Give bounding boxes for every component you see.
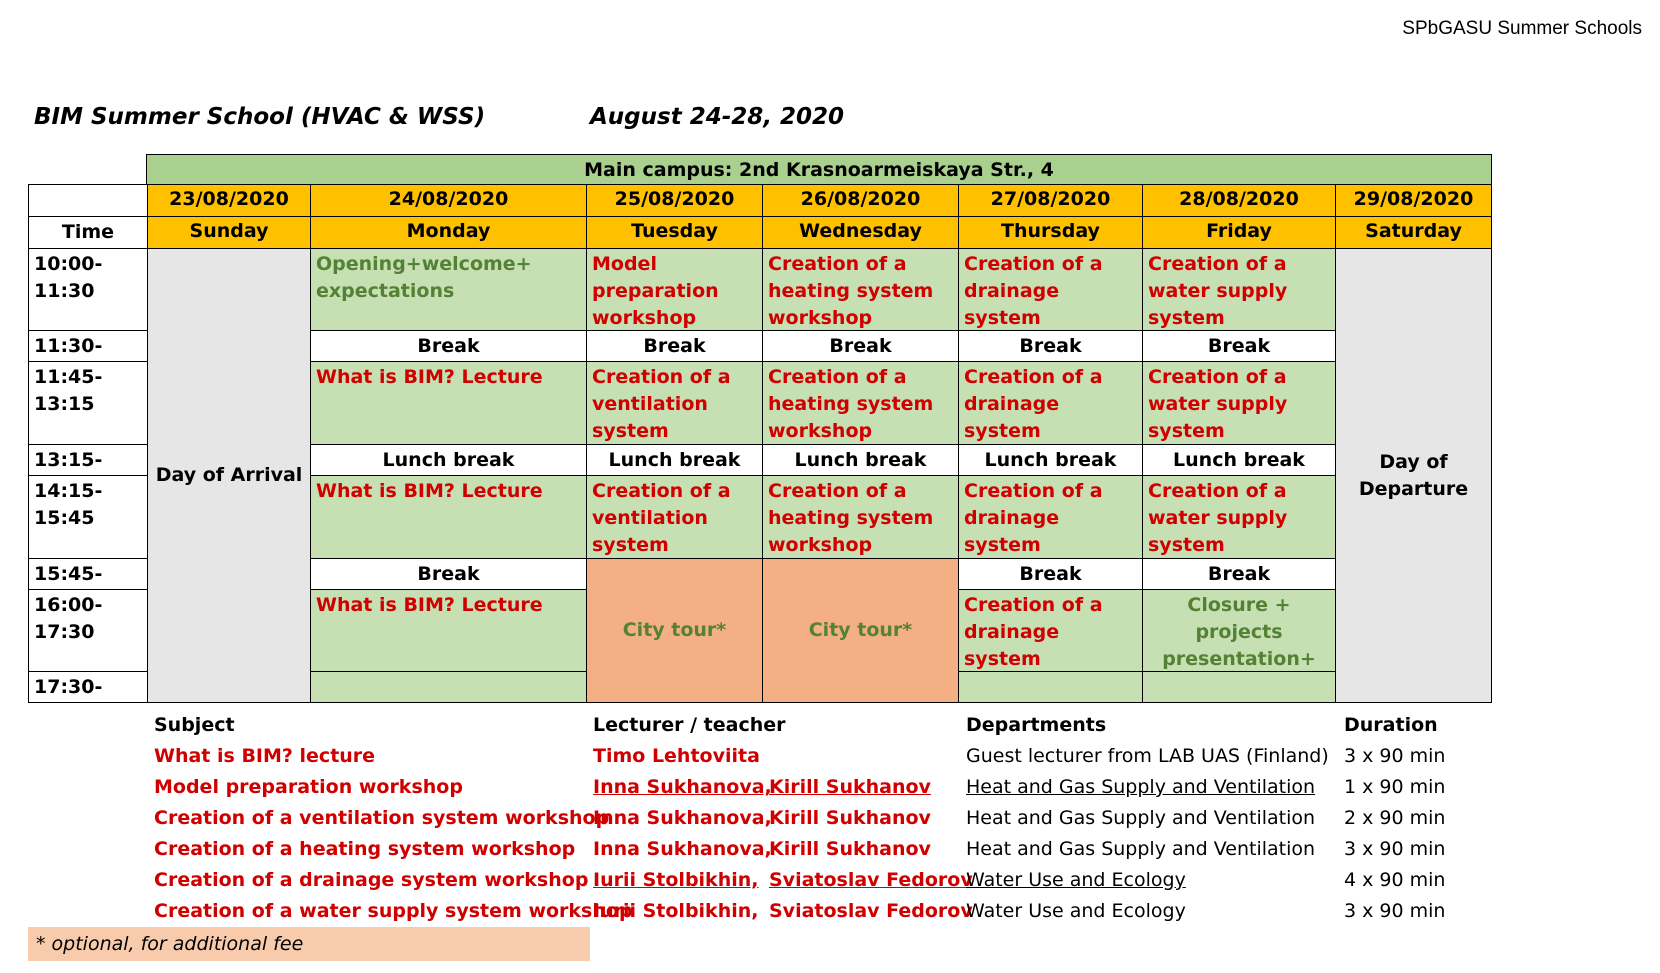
session-water-supply: Creation of a water supply system (1142, 248, 1336, 331)
legend-header-departments: Departments (966, 714, 1107, 736)
session-heating: Creation of a heating system workshop (762, 475, 959, 559)
legend-header-duration: Duration (1344, 714, 1438, 736)
legend-department: Heat and Gas Supply and Ventilation (966, 807, 1316, 829)
session-what-is-bim: What is BIM? Lecture (310, 361, 587, 445)
date-header-sun: 23/08/2020 (147, 184, 311, 217)
session-water-supply: Creation of a water supply system (1142, 361, 1336, 445)
day-of-arrival: Day of Arrival (147, 248, 311, 703)
time-slot: 13:15- (28, 444, 148, 476)
empty-evening-cell (958, 671, 1143, 703)
legend-duration: 2 x 90 min (1344, 807, 1446, 829)
lunch-break-cell: Lunch break (310, 444, 587, 476)
session-drainage: Creation of a drainage system (958, 589, 1143, 672)
break-cell: Break (1142, 330, 1336, 362)
legend-header-subject: Subject (154, 714, 235, 736)
time-slot: 17:30- (28, 671, 148, 703)
break-cell: Break (310, 330, 587, 362)
date-header-mon: 24/08/2020 (310, 184, 587, 217)
legend-duration: 3 x 90 min (1344, 900, 1446, 922)
legend-department: Water Use and Ecology (966, 869, 1186, 891)
legend-department: Heat and Gas Supply and Ventilation (966, 838, 1316, 860)
campus-banner: Main campus: 2nd Krasnoarmeiskaya Str., 4 (146, 154, 1492, 185)
day-of-departure: Day of Departure (1335, 248, 1492, 703)
legend-lecturer: Iurii Stolbikhin, (593, 869, 759, 891)
legend-lecturer: Timo Lehtoviita (593, 745, 760, 767)
time-slot: 11:30- (28, 330, 148, 362)
empty-evening-cell (1142, 671, 1336, 703)
session-closure: Closure + projects presentation+ (1142, 589, 1336, 672)
legend-department: Water Use and Ecology (966, 900, 1186, 922)
legend-duration: 3 x 90 min (1344, 838, 1446, 860)
session-drainage: Creation of a drainage system (958, 361, 1143, 445)
day-header-mon: Monday (310, 216, 587, 249)
session-what-is-bim: What is BIM? Lecture (310, 589, 587, 672)
session-heating: Creation of a heating system workshop (762, 248, 959, 331)
break-cell: Break (958, 330, 1143, 362)
time-slot: 15:45- (28, 558, 148, 590)
day-header-thu: Thursday (958, 216, 1143, 249)
day-header-wed: Wednesday (762, 216, 959, 249)
session-model-prep: Model preparation workshop (586, 248, 763, 331)
legend-subject: Creation of a ventilation system workshop (154, 807, 610, 829)
session-drainage: Creation of a drainage system (958, 475, 1143, 559)
legend-lecturer: Inna Sukhanova, (593, 838, 772, 860)
session-opening: Opening+welcome+ expectations (310, 248, 587, 331)
legend-lecturer: Kirill Sukhanov (769, 776, 931, 798)
time-slot: 14:15-15:45 (28, 475, 148, 559)
session-ventilation: Creation of a ventilation system (586, 475, 763, 559)
lunch-break-cell: Lunch break (1142, 444, 1336, 476)
time-slot: 11:45-13:15 (28, 361, 148, 445)
legend-header-lecturer: Lecturer / teacher (593, 714, 786, 736)
break-cell: Break (958, 558, 1143, 590)
legend-subject: What is BIM? lecture (154, 745, 376, 767)
day-header-tue: Tuesday (586, 216, 763, 249)
lunch-break-cell: Lunch break (586, 444, 763, 476)
footnote-optional-fee: * optional, for additional fee (28, 927, 590, 961)
header-blank (28, 184, 148, 217)
session-heating: Creation of a heating system workshop (762, 361, 959, 445)
legend-duration: 3 x 90 min (1344, 745, 1446, 767)
date-header-thu: 27/08/2020 (958, 184, 1143, 217)
time-slot: 10:00-11:30 (28, 248, 148, 331)
time-slot: 16:00-17:30 (28, 589, 148, 672)
session-what-is-bim: What is BIM? Lecture (310, 475, 587, 559)
break-cell: Break (310, 558, 587, 590)
empty-evening-cell (310, 671, 587, 703)
legend-lecturer: Kirill Sukhanov (769, 838, 931, 860)
legend-lecturer: Sviatoslav Fedorov (769, 869, 973, 891)
legend-lecturer: Inna Sukhanova, (593, 807, 772, 829)
legend-subject: Creation of a water supply system workshop (154, 900, 633, 922)
school-dates: August 24-28, 2020 (590, 104, 845, 130)
lunch-break-cell: Lunch break (958, 444, 1143, 476)
legend-subject: Creation of a drainage system workshop (154, 869, 589, 891)
legend-lecturer: Inna Sukhanova, (593, 776, 779, 798)
legend-subject: Model preparation workshop (154, 776, 463, 798)
day-header-sat: Saturday (1335, 216, 1492, 249)
session-drainage: Creation of a drainage system (958, 248, 1143, 331)
org-name: SPbGASU Summer Schools (1402, 18, 1642, 39)
legend-lecturer: Sviatoslav Fedorov (769, 900, 973, 922)
city-tour-wednesday: City tour* (762, 558, 959, 703)
city-tour-tuesday: City tour* (586, 558, 763, 703)
session-ventilation: Creation of a ventilation system (586, 361, 763, 445)
date-header-tue: 25/08/2020 (586, 184, 763, 217)
break-cell: Break (586, 330, 763, 362)
legend-subject: Creation of a heating system workshop (154, 838, 576, 860)
legend-lecturer: Kirill Sukhanov (769, 807, 931, 829)
session-water-supply: Creation of a water supply system (1142, 475, 1336, 559)
break-cell: Break (762, 330, 959, 362)
date-header-fri: 28/08/2020 (1142, 184, 1336, 217)
date-header-sat: 29/08/2020 (1335, 184, 1492, 217)
date-header-wed: 26/08/2020 (762, 184, 959, 217)
legend-department: Guest lecturer from LAB UAS (Finland) (966, 745, 1329, 767)
legend-lecturer: Iurii Stolbikhin, (593, 900, 759, 922)
legend-department: Heat and Gas Supply and Ventilation (966, 776, 1316, 798)
time-header: Time (28, 216, 148, 249)
day-header-sun: Sunday (147, 216, 311, 249)
lunch-break-cell: Lunch break (762, 444, 959, 476)
legend-duration: 1 x 90 min (1344, 776, 1446, 798)
day-header-fri: Friday (1142, 216, 1336, 249)
break-cell: Break (1142, 558, 1336, 590)
legend-duration: 4 x 90 min (1344, 869, 1446, 891)
page-title: BIM Summer School (HVAC & WSS) (34, 104, 486, 130)
